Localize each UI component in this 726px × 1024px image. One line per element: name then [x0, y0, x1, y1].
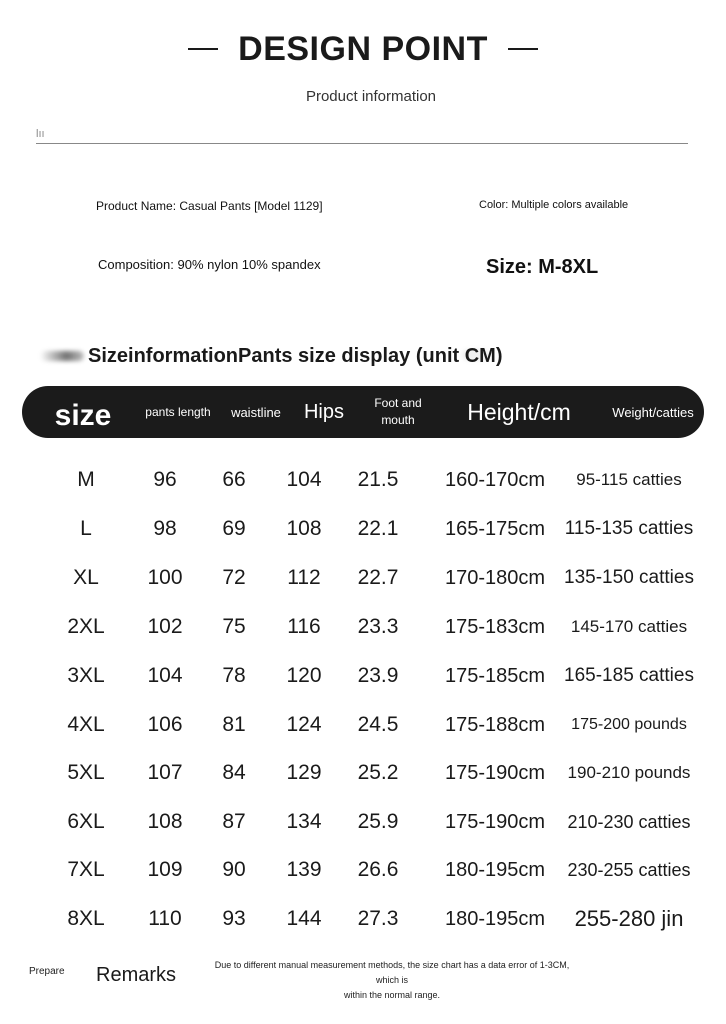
size-table-header: [22, 386, 704, 438]
column-header-height: Height/cm: [467, 398, 571, 425]
cell-foot-mouth: 22.7: [357, 566, 399, 589]
measurement-note-line2: within the normal range.: [343, 990, 441, 1000]
cell-pants-length: 104: [147, 664, 183, 687]
cell-waistline: 75: [222, 615, 246, 638]
column-header-pants-length: pants length: [145, 405, 211, 419]
cell-pants-length: 98: [153, 517, 177, 540]
table-row: [0, 607, 726, 647]
cell-size: 3XL: [67, 664, 105, 687]
cell-height: 180-195cm: [444, 858, 546, 881]
cell-weight: 230-255 catties: [567, 859, 691, 880]
cell-height: 180-195cm: [444, 907, 546, 930]
cell-size: 5XL: [67, 761, 105, 784]
cell-foot-mouth: 25.2: [357, 761, 399, 784]
cell-weight: 190-210 pounds: [567, 763, 691, 782]
cell-size: 6XL: [67, 810, 105, 833]
column-header-waistline: waistline: [231, 404, 281, 420]
cell-waistline: 81: [222, 713, 246, 736]
measurement-note: [206, 958, 578, 1003]
cell-height: 175-190cm: [444, 810, 546, 833]
cell-height: 170-180cm: [444, 566, 546, 589]
cell-waistline: 72: [222, 566, 246, 589]
product-size-range: Size: M-8XL: [486, 256, 599, 278]
cell-size: 7XL: [67, 858, 105, 881]
cell-pants-length: 102: [147, 615, 183, 638]
cell-hips: 108: [286, 517, 322, 540]
cell-weight: 145-170 catties: [570, 617, 688, 636]
product-composition: Composition: 90% nylon 10% spandex: [98, 257, 321, 272]
cell-weight: 255-280 jin: [574, 906, 684, 931]
column-header-hips: Hips: [303, 400, 344, 423]
title-dash-right: [508, 48, 538, 50]
column-header-foot-line1: Foot and: [374, 396, 422, 410]
cell-height: 175-190cm: [444, 761, 546, 784]
cell-waistline: 84: [222, 761, 246, 784]
cell-weight: 95-115 catties: [576, 470, 682, 489]
cell-waistline: 90: [222, 858, 246, 881]
column-header-weight: Weight/catties: [612, 404, 694, 420]
cell-weight: 135-150 catties: [564, 567, 694, 588]
cell-size: M: [77, 468, 95, 491]
column-header-size: size: [54, 399, 112, 432]
table-row: [0, 705, 726, 745]
cell-size: 8XL: [67, 907, 105, 930]
cell-hips: 144: [286, 907, 322, 930]
cell-pants-length: 106: [147, 713, 183, 736]
cell-hips: 120: [286, 664, 322, 687]
cell-pants-length: 100: [147, 566, 183, 589]
cell-pants-length: 109: [147, 858, 183, 881]
cell-foot-mouth: 21.5: [357, 468, 399, 491]
cell-foot-mouth: 25.9: [357, 810, 399, 833]
title-dash-left: [188, 48, 218, 50]
product-color: Color: Multiple colors available: [479, 199, 629, 211]
column-header-foot-line2: mouth: [381, 413, 415, 427]
cell-waistline: 66: [222, 468, 246, 491]
section-divider: [36, 143, 688, 144]
table-row: [0, 656, 726, 696]
cell-foot-mouth: 23.9: [357, 664, 399, 687]
measurement-note-line1: Due to different manual measurement methods, the size chart has a data error of 1-3CM, which is: [214, 960, 570, 985]
size-section-heading: SizeinformationPants size display (unit CM): [88, 345, 503, 367]
cell-weight: 210-230 catties: [567, 811, 691, 832]
table-row: [0, 558, 726, 598]
cell-pants-length: 96: [153, 468, 177, 491]
cell-waistline: 78: [222, 664, 246, 687]
cell-height: 175-183cm: [444, 615, 546, 638]
remarks-label: Remarks: [96, 964, 177, 986]
table-row: [0, 753, 726, 793]
cell-height: 160-170cm: [444, 468, 546, 491]
cell-pants-length: 110: [148, 907, 182, 930]
table-row: [0, 460, 726, 500]
heading-decoration-left: [40, 351, 84, 361]
cell-foot-mouth: 26.6: [357, 858, 399, 881]
cell-foot-mouth: 24.5: [357, 713, 399, 736]
cell-waistline: 93: [222, 907, 246, 930]
cell-hips: 124: [286, 713, 322, 736]
cell-hips: 139: [286, 858, 322, 881]
cell-hips: 112: [287, 566, 321, 589]
cell-foot-mouth: 23.3: [357, 615, 399, 638]
cell-size: 2XL: [67, 615, 105, 638]
column-header-foot-mouth: [362, 386, 434, 438]
cell-hips: 116: [287, 615, 321, 638]
cell-waistline: 87: [222, 810, 246, 833]
product-name: Product Name: Casual Pants [Model 1129]: [96, 199, 323, 213]
page-title-text: DESIGN POINT: [238, 30, 488, 68]
cell-size: L: [80, 517, 92, 540]
cell-hips: 129: [286, 761, 322, 784]
table-row: [0, 899, 726, 939]
cell-foot-mouth: 22.1: [357, 517, 399, 540]
cell-height: 175-188cm: [444, 713, 546, 736]
cell-pants-length: 107: [147, 761, 183, 784]
cell-height: 175-185cm: [444, 664, 546, 687]
page-subtitle: Product information: [305, 88, 437, 105]
cell-weight: 115-135 catties: [564, 518, 694, 539]
prepare-label: Prepare: [29, 966, 65, 977]
page-title: [0, 30, 726, 69]
table-row: [0, 850, 726, 890]
cell-weight: 165-185 catties: [564, 665, 694, 686]
cell-size: 4XL: [67, 713, 105, 736]
cell-hips: 104: [286, 468, 322, 491]
cell-waistline: 69: [222, 517, 246, 540]
cell-height: 165-175cm: [444, 517, 546, 540]
table-row: [0, 802, 726, 842]
cell-foot-mouth: 27.3: [357, 907, 399, 930]
cell-hips: 134: [286, 810, 322, 833]
divider-mark: lıı: [36, 128, 45, 140]
cell-pants-length: 108: [147, 810, 183, 833]
cell-size: XL: [73, 566, 99, 589]
cell-weight: 175-200 pounds: [571, 716, 687, 733]
table-row: [0, 509, 726, 549]
